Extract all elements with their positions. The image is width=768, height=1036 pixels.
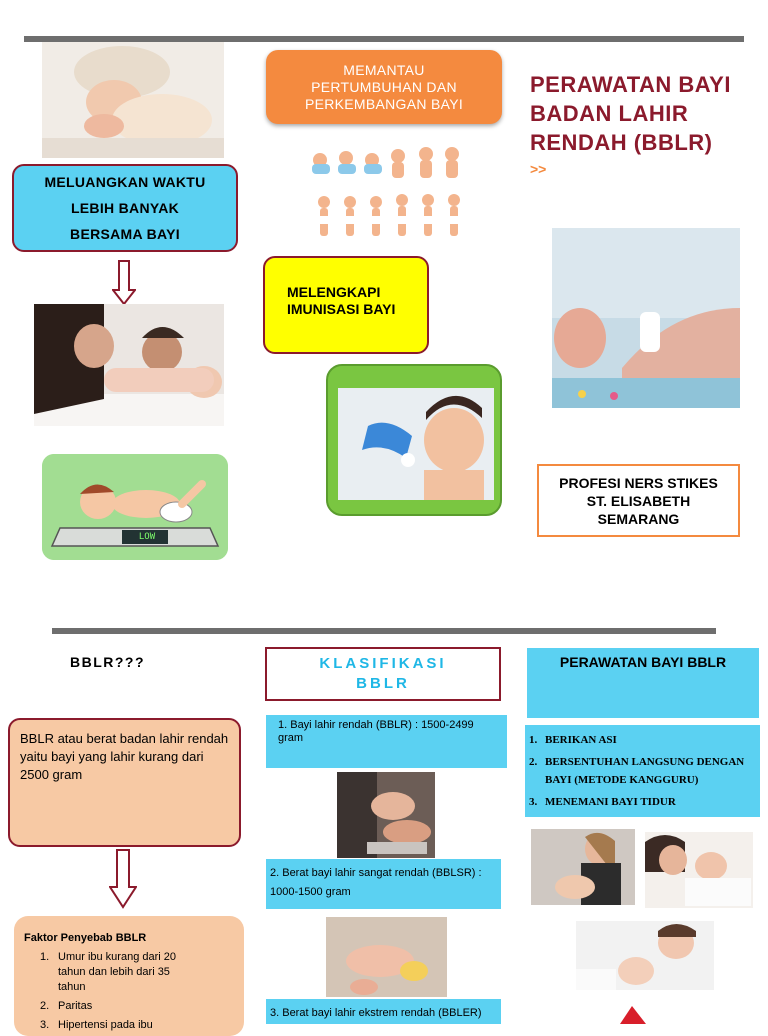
klasifikasi-title: KLASIFIKASI BBLR xyxy=(319,655,447,692)
klasifikasi-item-3-text: 3. Berat bayi lahir ekstrem rendah (BBLER) xyxy=(270,1007,482,1019)
red-corner-decoration xyxy=(618,1006,648,1024)
immunization-box xyxy=(263,256,429,354)
bblr-question-heading: BBLR??? xyxy=(70,654,146,670)
klasifikasi-item-3 xyxy=(266,999,501,1024)
premature-baby-hand-photo xyxy=(337,772,435,858)
perawatan-title: PERAWATAN BAYI BBLR xyxy=(559,654,727,670)
list-item: 3. Hipertensi pada ibu xyxy=(40,1019,153,1031)
skin-to-skin-photo xyxy=(645,832,753,908)
perawatan-list-box xyxy=(525,725,760,817)
klasifikasi-item-1 xyxy=(266,715,507,768)
bblr-definition-box xyxy=(8,718,241,847)
monitor-growth-box xyxy=(266,50,502,124)
immunization-text: MELENGKAPI IMUNISASI BAYI xyxy=(287,284,396,317)
time-with-baby-box xyxy=(12,164,238,252)
list-item: 2. BERSENTUHAN LANGSUNG DENGAN BAYI (METODE KANGGURU) xyxy=(529,756,745,786)
bottom-divider xyxy=(52,628,716,634)
bblr-definition-text: BBLR atau berat badan lahir rendah yaitu bayi yang lahir kurang dari 2500 gram xyxy=(20,731,229,782)
klasifikasi-title-box xyxy=(265,647,501,701)
list-item: 2. Paritas xyxy=(40,1000,93,1012)
klasifikasi-item-2-text: 2. Berat bayi lahir sangat rendah (BBLSR) : 1000-1500 gram xyxy=(270,867,482,898)
causes-title: Faktor Penyebab BBLR xyxy=(24,932,147,944)
down-arrow-icon xyxy=(112,260,136,306)
mother-baby-sleeping-photo xyxy=(576,921,714,990)
nicu-premature-baby-photo xyxy=(552,228,740,408)
baby-development-illustration xyxy=(308,140,468,252)
causes-list xyxy=(24,950,234,1033)
perawatan-list xyxy=(529,731,758,811)
baby-on-scale-illustration xyxy=(42,454,228,560)
sleeping-baby-photo xyxy=(42,42,224,158)
down-arrow-icon-2 xyxy=(109,849,137,909)
profesi-ners-box xyxy=(537,464,740,537)
scale-display: LOW xyxy=(138,532,156,542)
breastfeeding-photo xyxy=(531,829,635,905)
page-title-text: PERAWATAN BAYI BADAN LAHIR RENDAH (BBLR) xyxy=(530,72,731,155)
list-item: 1. BERIKAN ASI xyxy=(529,734,617,746)
list-item: 1. Umur ibu kurang dari 20 tahun dan lebih dari 35 tahun xyxy=(40,951,177,993)
page-title xyxy=(530,70,740,177)
causes-box xyxy=(14,916,244,1036)
double-chevron-icon: >> xyxy=(530,161,547,177)
klasifikasi-item-2 xyxy=(266,859,501,909)
perawatan-title-box xyxy=(527,648,759,718)
monitor-growth-text: MEMANTAU PERTUMBUHAN DAN PERKEMBANGAN BAYI xyxy=(304,61,464,112)
list-item: 3. MENEMANI BAYI TIDUR xyxy=(529,796,676,808)
parents-with-baby-photo xyxy=(34,304,224,426)
time-with-baby-text: MELUANGKAN WAKTU LEBIH BANYAK BERSAMA BAYI xyxy=(44,174,206,242)
vaccination-photo xyxy=(326,364,502,516)
klasifikasi-item-1-text: 1. Bayi lahir rendah (BBLR) : 1500-2499 gram xyxy=(278,719,474,744)
profesi-ners-text: PROFESI NERS STIKES ST. ELISABETH SEMARANG xyxy=(559,474,718,527)
incubator-baby-photo xyxy=(326,917,447,997)
